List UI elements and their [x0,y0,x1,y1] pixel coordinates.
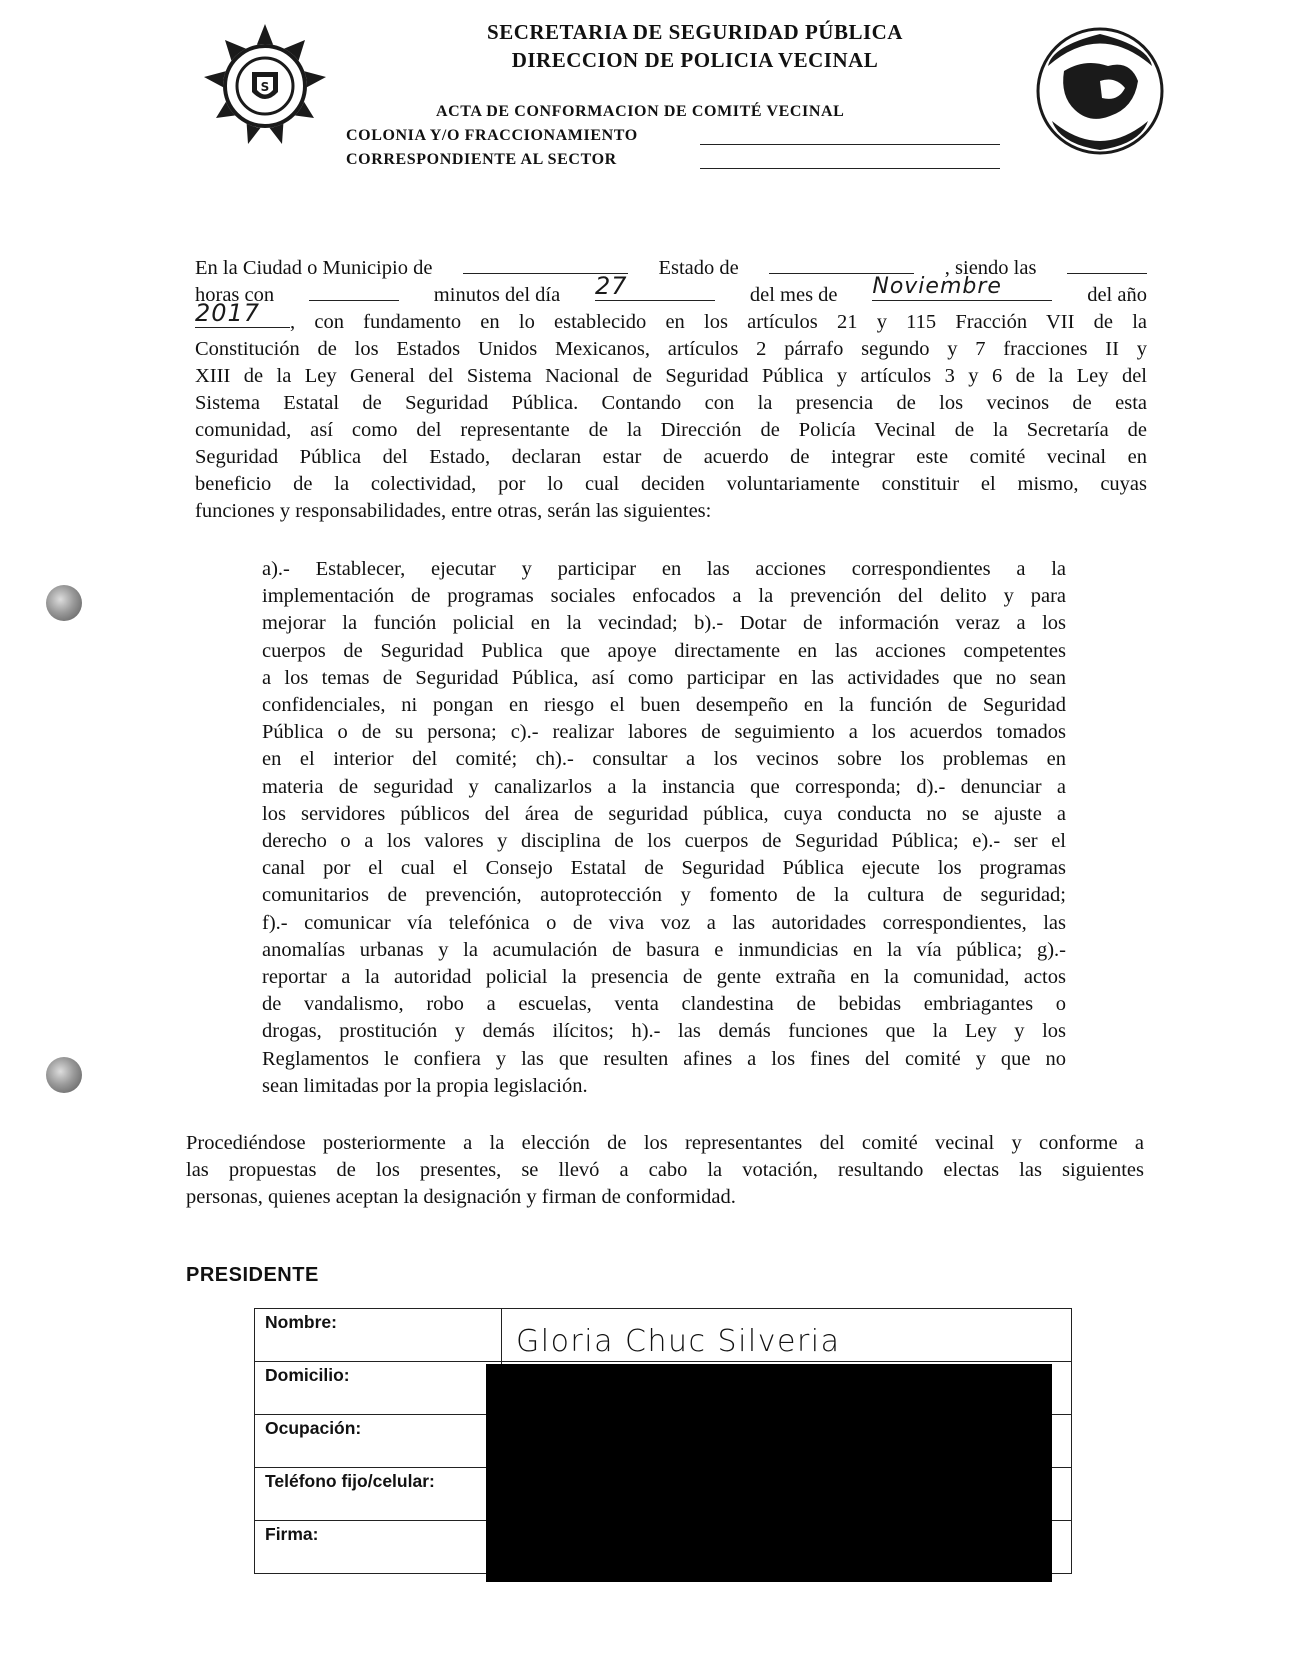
estado-blank[interactable] [769,255,914,274]
intro-text: Constitución de los Estados Unidos Mexicanos, artículos 2 párrafo segundo y 7 fracciones II y [195,338,1147,360]
anio-blank[interactable] [195,298,290,328]
minutos-blank[interactable] [309,282,399,301]
function-line: mejorar la función policial en la vecindad; b).- Dotar de información veraz a los [262,612,1066,635]
sector-blank[interactable] [700,168,1000,169]
act-title: ACTA DE CONFORMACION DE COMITÉ VECINAL [436,103,845,120]
intro-text: beneficio de la colectividad, por lo cual deciden voluntariamente constituir el mismo, cuyas [195,473,1147,495]
functions-paragraph [262,556,1066,1100]
intro-line [195,271,1147,309]
intro-text: Seguridad Pública del Estado, declaran estar de acuerdo de integrar este comité vecinal en [195,446,1147,468]
table-row [255,1309,1072,1362]
function-line: reportar a la autoridad policial la presencia de gente extraña en la comunidad, actos [262,966,1066,989]
election-paragraph [186,1130,1144,1212]
dia-handwritten: 27 [595,271,628,300]
president-section-title: PRESIDENTE [186,1264,319,1286]
field-label: Nombre: [255,1309,502,1362]
function-line: confidenciales, ni pongan en riesgo el buen desempeño en la función de Seguridad [262,694,1066,717]
function-line: anomalías urbanas y la acumulación de basura e inmundicias en la vía pública; g).- [262,938,1066,961]
intro-line [195,298,1147,336]
function-line: drogas, prostitución y demás ilícitos; h).- las demás funciones que la Ley y los [262,1020,1066,1043]
function-line: sean limitadas por la propia legislación. [262,1074,588,1097]
horas-blank[interactable] [1067,255,1147,274]
intro-text: Sistema Estatal de Seguridad Pública. Contando con la presencia de los vecinos de esta [195,392,1147,414]
punch-hole [46,1057,82,1093]
function-line: Pública o de su persona; c).- realizar labores de seguimiento a los acuerdos tomados [262,721,1066,744]
field-label: Ocupación: [255,1415,502,1468]
intro-text: En la Ciudad o Municipio de [195,257,433,279]
function-line: de vandalismo, robo a escuelas, venta clandestina de bebidas embriagantes o [262,993,1066,1016]
intro-text: XIII de la Ley General del Sistema Nacional de Seguridad Pública y artículos 3 y 6 de la Ley del [195,365,1147,387]
election-line: Procediéndose posteriormente a la elección de los representantes del comité vecinal y conforme a [186,1132,1144,1154]
intro-text: del año [1087,284,1147,306]
function-line: derecho o a los valores y disciplina de los cuerpos de Seguridad Pública; e).- ser el [262,830,1066,853]
intro-text: , con fundamento en lo establecido en los artículos 21 y 115 Fracción VII de la [290,311,1147,333]
intro-text: horas con [195,284,275,306]
function-line: los servidores públicos del área de seguridad pública, cuya conducta no se ajuste a [262,802,1066,825]
intro-text: comunidad, así como del representante de la Dirección de Policía Vecinal de la Secretaría de [195,419,1147,441]
field-label: Teléfono fijo/celular: [255,1468,502,1521]
header-title-line2: DIRECCION DE POLICIA VECINAL [511,48,879,72]
dia-blank[interactable] [595,271,715,301]
colonia-blank[interactable] [700,144,1000,145]
mes-blank[interactable] [872,273,1052,301]
function-line: comunitarios de prevención, autoprotección y fomento de la cultura de seguridad; [262,884,1066,907]
function-line: implementación de programas sociales enfocados a la prevención del delito y para [262,585,1066,608]
intro-text: del mes de [749,284,838,306]
function-line: en el interior del comité; ch).- consultar a los vecinos sobre los problemas en [262,748,1066,771]
redaction-block [486,1364,1052,1582]
function-line: f).- comunicar vía telefónica o de viva voz a las autoridades correspondientes, las [262,911,1066,934]
function-line: canal por el cual el Consejo Estatal de Seguridad Pública ejecute los programas [262,857,1066,880]
function-line: materia de seguridad y canalizarlos a la instancia que corresponda; d).- denunciar a [262,775,1066,798]
right-seal-logo [1030,26,1170,156]
header-title-line1: SECRETARIA DE SEGURIDAD PÚBLICA [487,20,903,44]
punch-hole [46,585,82,621]
intro-text: Estado de [658,257,739,279]
field-label: Firma: [255,1521,502,1574]
intro-text: funciones y responsabilidades, entre otras, serán las siguientes: [195,500,712,522]
function-line: Reglamentos le confiera y las que resulten afines a los fines del comité y que no [262,1047,1066,1070]
function-line: a).- Establecer, ejecutar y participar en las acciones correspondientes a la [262,558,1066,580]
sector-label: CORRESPONDIENTE AL SECTOR [346,151,617,168]
anio-handwritten: 2017 [195,298,261,327]
colonia-label: COLONIA Y/O FRACCIONAMIENTO [346,127,638,144]
election-line: las propuestas de los presentes, se llevó a cabo la votación, resultando electas las siguientes [186,1159,1144,1182]
name-handwritten: Gloria Chuc Silveria [516,1324,841,1359]
left-seal-logo [200,22,330,157]
intro-text: minutos del día [433,284,561,306]
mes-handwritten: Noviembre [872,273,1002,299]
function-line: cuerpos de Seguridad Publica que apoye directamente en las acciones competentes [262,639,1066,662]
field-label: Domicilio: [255,1362,502,1415]
intro-text: , siendo las [944,257,1037,279]
election-line: personas, quienes aceptan la designación y firman de conformidad. [186,1186,736,1209]
svg-text:S: S [260,80,270,94]
name-field[interactable] [502,1309,1072,1362]
function-line: a los temas de Seguridad Pública, así como participar en las actividades que no sean [262,666,1066,689]
